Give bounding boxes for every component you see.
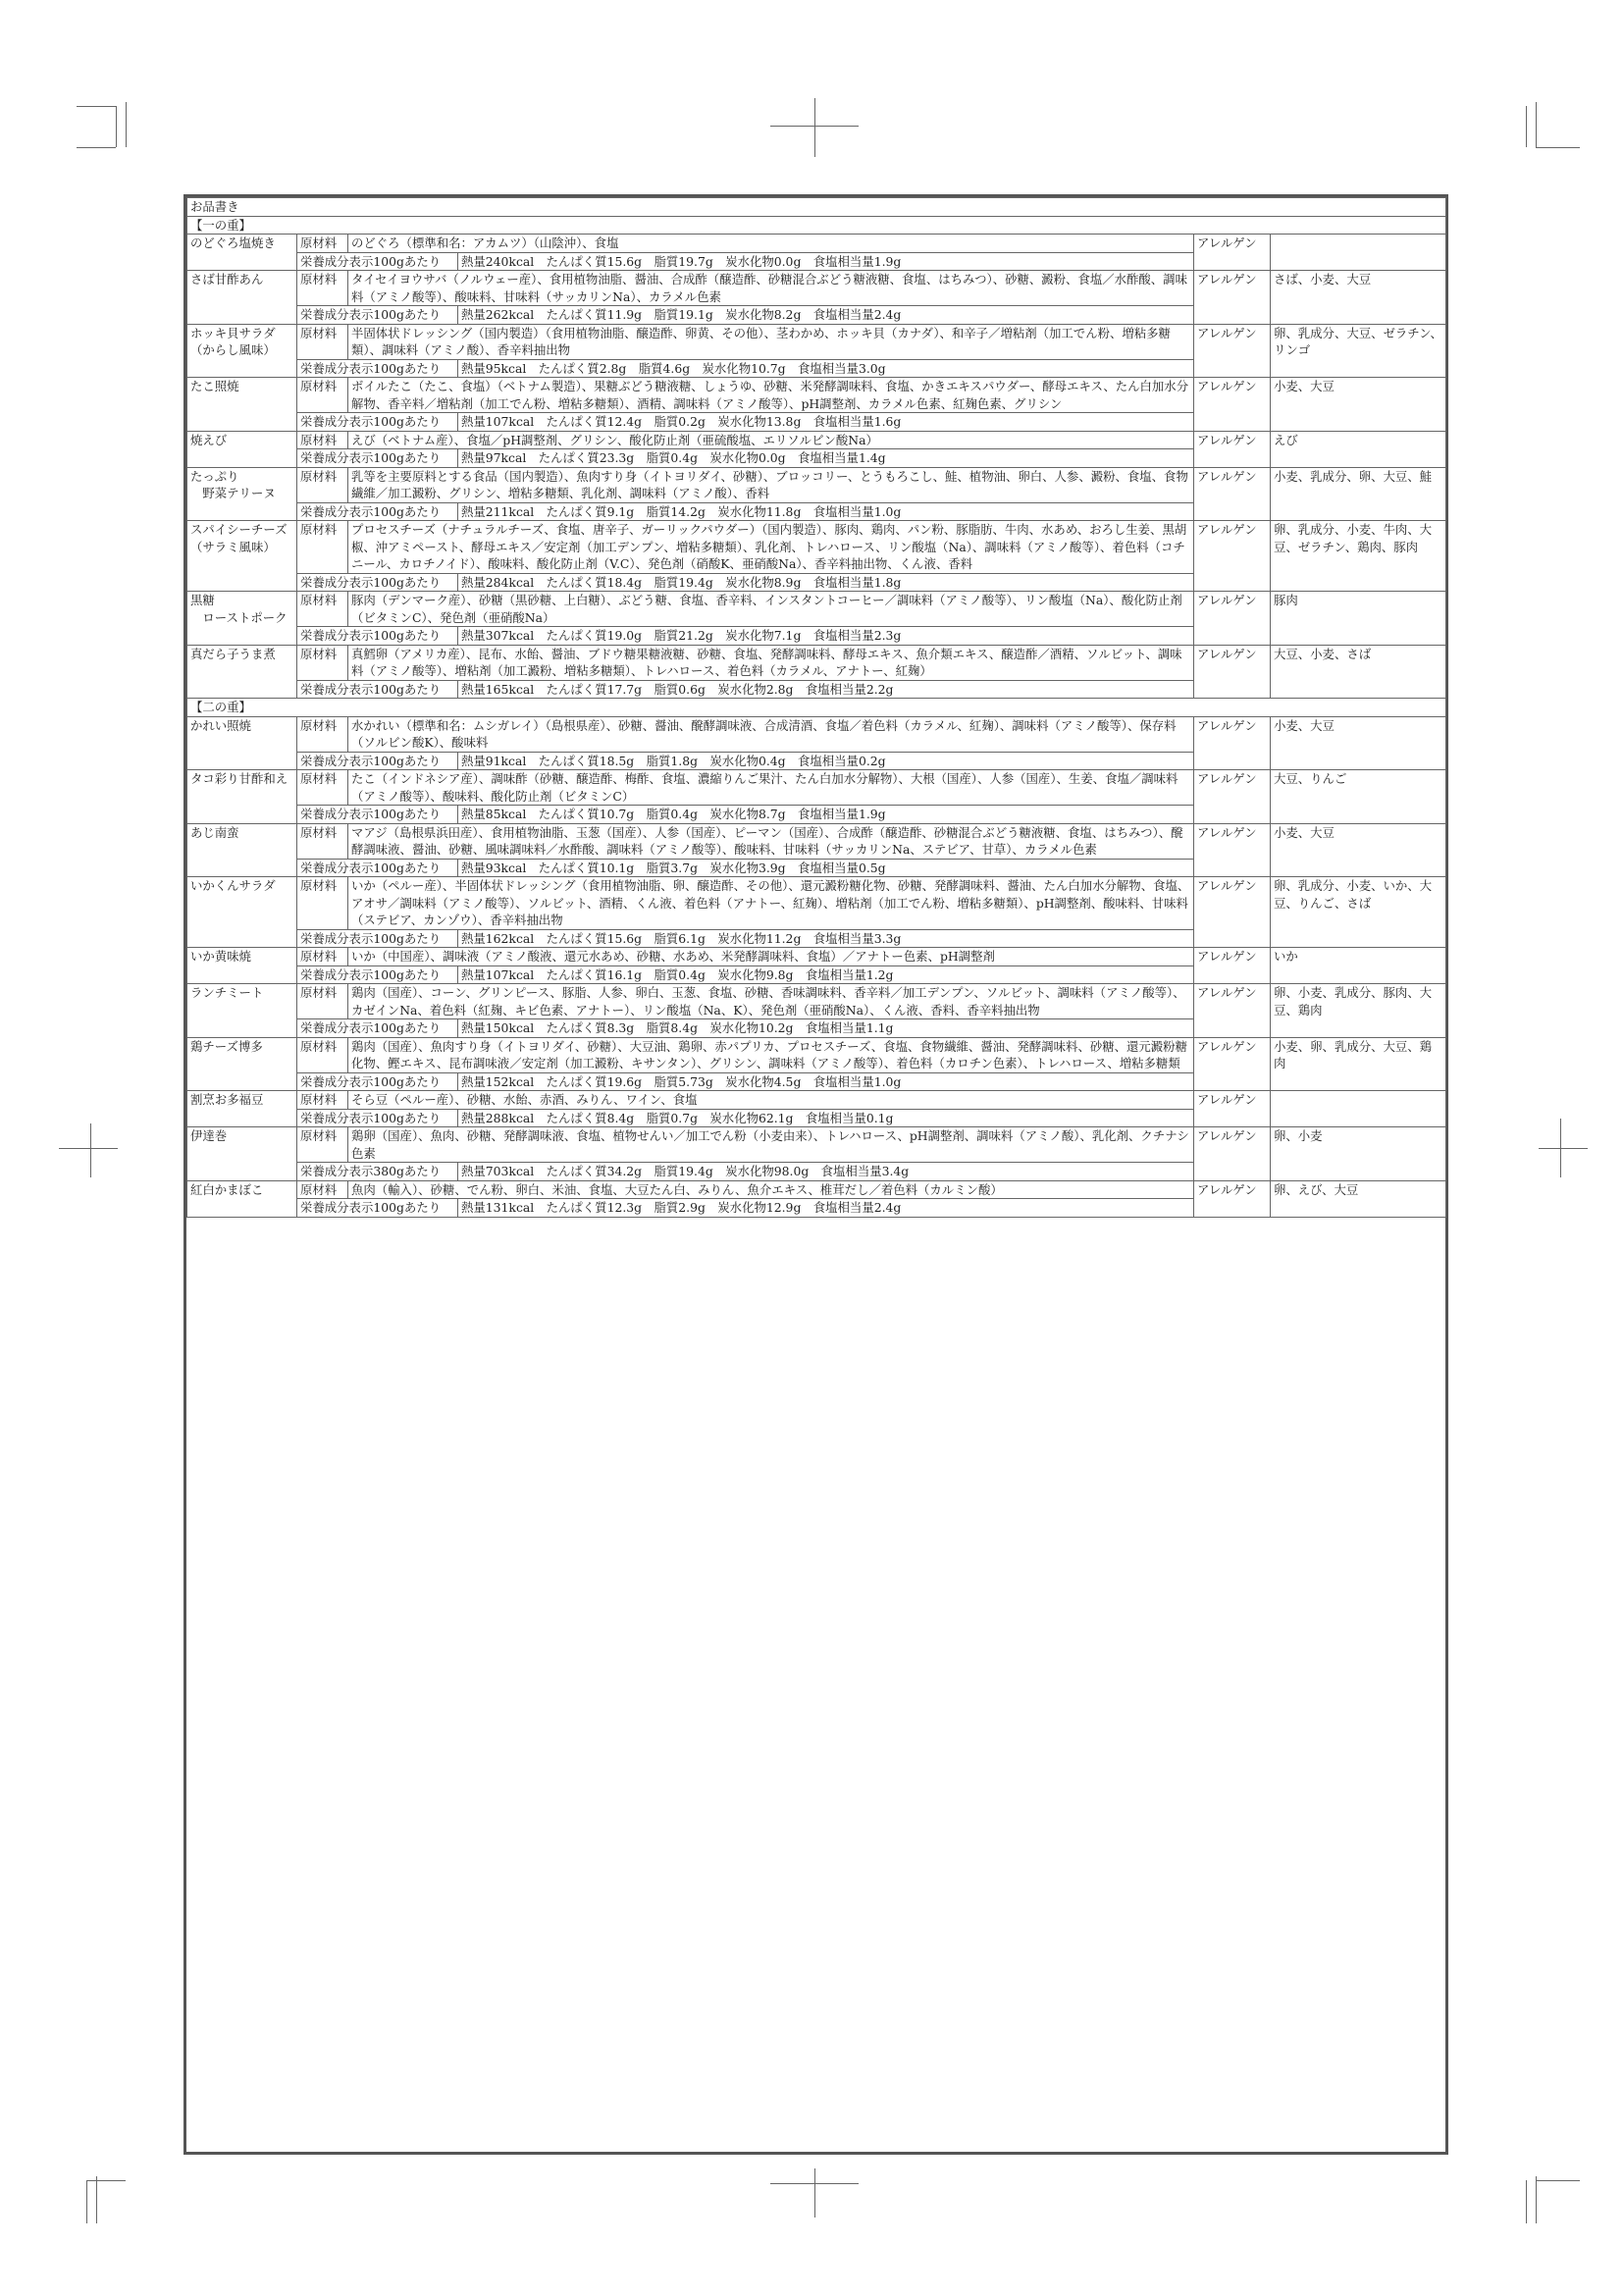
item-name: 伊達巻	[187, 1127, 297, 1181]
item-allergens: さば、小麦、大豆	[1271, 271, 1446, 325]
item-allergens: 豚肉	[1271, 592, 1446, 646]
item-nutrition: 熱量150kcal たんぱく質8.3g 脂質8.4g 炭水化物10.2g 食塩相当量1.1g	[458, 1019, 1194, 1038]
nutrition-basis: 栄養成分表示100gあたり	[297, 627, 458, 646]
item-ingredients: マアジ（島根県浜田産）、食用植物油脂、玉葱（国産）、人参（国産）、ピーマン（国産）、合成酢（醸造酢、砂糖混合ぶどう糖液糖、食塩、はちみつ）、醗酵調味液、醤油、砂糖、風味調味料／水酢酸、調味料（アミノ酸等）、酸味料、甘味料（サッカリンNa、ステビア、甘草）、カラメル色素	[348, 823, 1194, 859]
item-name: 焼えび	[187, 431, 297, 467]
section-heading: 【二の重】	[187, 699, 1446, 717]
nutrition-basis: 栄養成分表示100gあたり	[297, 680, 458, 699]
item-name: かれい照焼	[187, 716, 297, 770]
allergen-label: アレルゲン	[1194, 716, 1271, 770]
allergen-label: アレルゲン	[1194, 877, 1271, 948]
item-allergens: いか	[1271, 948, 1446, 984]
menu-item-row	[187, 378, 1446, 413]
item-name: ホッキ貝サラダ （からし風味）	[187, 324, 297, 378]
menu-item-row	[187, 770, 1446, 806]
menu-item-row	[187, 948, 1446, 966]
item-allergens: 小麦、大豆	[1271, 378, 1446, 432]
ingredients-label: 原材料	[297, 271, 348, 306]
item-name: いかくんサラダ	[187, 877, 297, 948]
page-title: お品書き	[187, 198, 1446, 217]
ingredients-label: 原材料	[297, 823, 348, 859]
ingredients-label: 原材料	[297, 521, 348, 574]
menu-item-row	[187, 235, 1446, 253]
nutrition-basis: 栄養成分表示100gあたり	[297, 1072, 458, 1091]
nutrition-basis: 栄養成分表示100gあたり	[297, 859, 458, 877]
menu-item-row	[187, 716, 1446, 752]
item-allergens: 小麦、乳成分、卵、大豆、鮭	[1271, 467, 1446, 521]
item-ingredients: たこ（インドネシア産）、調味酢（砂糖、醸造酢、梅酢、食塩、濃縮りんご果汁、たん白加水分解物）、大根（国産）、人参（国産）、生姜、食塩／調味料（アミノ酸等）、酸味料、酸化防止剤（ビタミンC）	[348, 770, 1194, 806]
item-ingredients: 鶏肉（国産）、コーン、グリンピース、豚脂、人参、卵白、玉葱、食塩、砂糖、香味調味料、香辛料／加工デンプン、ソルビット、調味料（アミノ酸等）、カゼインNa、着色料（紅麹、キビ色素、アナトー）、リン酸塩（Na、K）、発色剤（亜硝酸Na）、くん液、香料、香辛料抽出物	[348, 984, 1194, 1019]
item-name: 鶏チーズ博多	[187, 1037, 297, 1091]
allergen-label: アレルゲン	[1194, 521, 1271, 592]
nutrition-basis: 栄養成分表示100gあたり	[297, 413, 458, 432]
item-allergens: 卵、小麦、乳成分、豚肉、大豆、鶏肉	[1271, 984, 1446, 1038]
item-nutrition: 熱量211kcal たんぱく質9.1g 脂質14.2g 炭水化物11.8g 食塩相当量1.0g	[458, 502, 1194, 521]
item-allergens: 大豆、りんご	[1271, 770, 1446, 824]
item-name: 紅白かまぼこ	[187, 1180, 297, 1217]
ingredients-label: 原材料	[297, 948, 348, 966]
allergen-label: アレルゲン	[1194, 984, 1271, 1038]
item-name: いか黄味焼	[187, 948, 297, 984]
ingredients-label: 原材料	[297, 984, 348, 1019]
item-allergens: えび	[1271, 431, 1446, 467]
item-allergens: 卵、小麦	[1271, 1127, 1446, 1181]
item-nutrition: 熱量107kcal たんぱく質16.1g 脂質0.4g 炭水化物9.8g 食塩相当量1.2g	[458, 965, 1194, 984]
menu-item-row	[187, 521, 1446, 574]
item-name: たっぷり 野菜テリーヌ	[187, 467, 297, 521]
allergen-label: アレルゲン	[1194, 271, 1271, 325]
ingredients-label: 原材料	[297, 1180, 348, 1199]
item-nutrition: 熱量284kcal たんぱく質18.4g 脂質19.4g 炭水化物8.9g 食塩相当量1.8g	[458, 573, 1194, 592]
item-nutrition: 熱量93kcal たんぱく質10.1g 脂質3.7g 炭水化物3.9g 食塩相当量0.5g	[458, 859, 1194, 877]
item-ingredients: 豚肉（デンマーク産）、砂糖（黒砂糖、上白糖）、ぶどう糖、食塩、香辛料、インスタントコーヒー／調味料（アミノ酸等）、リン酸塩（Na）、酸化防止剤（ビタミンC）、発色剤（亜硝酸Na）	[348, 592, 1194, 627]
item-nutrition: 熱量162kcal たんぱく質15.6g 脂質6.1g 炭水化物11.2g 食塩相当量3.3g	[458, 929, 1194, 948]
nutrition-basis: 栄養成分表示100gあたり	[297, 929, 458, 948]
item-ingredients: タイセイヨウサバ（ノルウェー産）、食用植物油脂、醤油、合成酢（醸造酢、砂糖混合ぶどう糖液糖、食塩、はちみつ）、砂糖、澱粉、食塩／水酢酸、調味料（アミノ酸等）、酸味料、甘味料（サッカリンNa）、カラメル色素	[348, 271, 1194, 306]
item-ingredients: 鶏卵（国産）、魚肉、砂糖、発酵調味液、食塩、植物せんい／加工でん粉（小麦由来）、トレハロース、pH調整剤、調味料（アミノ酸）、乳化剤、クチナシ色素	[348, 1127, 1194, 1163]
allergen-label: アレルゲン	[1194, 948, 1271, 984]
allergen-label: アレルゲン	[1194, 1037, 1271, 1091]
allergen-label: アレルゲン	[1194, 645, 1271, 699]
nutrition-basis: 栄養成分表示100gあたり	[297, 359, 458, 378]
nutrition-basis: 栄養成分表示100gあたり	[297, 502, 458, 521]
ingredients-label: 原材料	[297, 467, 348, 502]
item-allergens: 卵、えび、大豆	[1271, 1180, 1446, 1217]
allergen-label: アレルゲン	[1194, 823, 1271, 877]
item-allergens: 小麦、卵、乳成分、大豆、鶏肉	[1271, 1037, 1446, 1091]
item-name: 割烹お多福豆	[187, 1091, 297, 1127]
nutrition-basis: 栄養成分表示100gあたり	[297, 449, 458, 468]
item-ingredients: のどぐろ（標準和名：アカムツ）（山陰沖）、食塩	[348, 235, 1194, 253]
menu-item-row	[187, 1127, 1446, 1163]
item-allergens: 卵、乳成分、小麦、いか、大豆、りんご、さば	[1271, 877, 1446, 948]
allergen-label: アレルゲン	[1194, 324, 1271, 378]
item-ingredients: プロセスチーズ（ナチュラルチーズ、食塩、唐辛子、ガーリックパウダー）（国内製造）、豚肉、鶏肉、パン粉、豚脂肪、牛肉、水あめ、おろし生姜、黒胡椒、沖アミペースト、酵母エキス／安定剤（加工デンプン、増粘多糖類）、乳化剤、トレハロース、リン酸塩（Na）、調味料（アミノ酸等）、着色料（コチニール、カロチノイド）、酸味料、酸化防止剤（V.C）、発色剤（硝酸K、亜硝酸Na）、香辛料抽出物、くん液、香料	[348, 521, 1194, 574]
menu-item-row	[187, 467, 1446, 502]
ingredients-label: 原材料	[297, 592, 348, 627]
item-allergens: 小麦、大豆	[1271, 716, 1446, 770]
item-nutrition: 熱量97kcal たんぱく質23.3g 脂質0.4g 炭水化物0.0g 食塩相当量1.4g	[458, 449, 1194, 468]
item-allergens: 卵、乳成分、大豆、ゼラチン、リンゴ	[1271, 324, 1446, 378]
ingredients-label: 原材料	[297, 431, 348, 449]
item-name: たこ照焼	[187, 378, 297, 432]
nutrition-basis: 栄養成分表示380gあたり	[297, 1163, 458, 1181]
ingredients-label: 原材料	[297, 716, 348, 752]
item-ingredients: 半固体状ドレッシング（国内製造）（食用植物油脂、醸造酢、卵黄、その他）、茎わかめ、ホッキ貝（カナダ）、和辛子／増粘剤（加工でん粉、増粘多糖類）、調味料（アミノ酸）、香辛料抽出物	[348, 324, 1194, 359]
item-ingredients: ボイルたこ（たこ、食塩）（ベトナム製造）、果糖ぶどう糖液糖、しょうゆ、砂糖、米発酵調味料、食塩、かきエキスパウダー、酵母エキス、たん白加水分解物、香辛料／増粘剤（加工でん粉、増粘多糖類）、酒精、調味料（アミノ酸等）、pH調整剤、カラメル色素、紅麹色素、グリシン	[348, 378, 1194, 413]
allergen-label: アレルゲン	[1194, 1180, 1271, 1217]
allergen-label: アレルゲン	[1194, 592, 1271, 646]
item-allergens: 卵、乳成分、小麦、牛肉、大豆、ゼラチン、鶏肉、豚肉	[1271, 521, 1446, 592]
item-allergens: 小麦、大豆	[1271, 823, 1446, 877]
ingredients-label: 原材料	[297, 645, 348, 680]
item-nutrition: 熱量152kcal たんぱく質19.6g 脂質5.73g 炭水化物4.5g 食塩相当量1.0g	[458, 1072, 1194, 1091]
menu-item-row	[187, 324, 1446, 359]
section-heading: 【一の重】	[187, 216, 1446, 235]
item-name: さば甘酢あん	[187, 271, 297, 325]
nutrition-basis: 栄養成分表示100gあたり	[297, 1019, 458, 1038]
allergen-label: アレルゲン	[1194, 770, 1271, 824]
item-allergens	[1271, 235, 1446, 271]
item-ingredients: えび（ベトナム産）、食塩／pH調整剤、グリシン、酸化防止剤（亜硫酸塩、エリソルビン酸Na）	[348, 431, 1194, 449]
menu-item-row	[187, 592, 1446, 627]
item-name: ランチミート	[187, 984, 297, 1038]
ingredients-label: 原材料	[297, 378, 348, 413]
ingredients-label: 原材料	[297, 877, 348, 930]
item-nutrition: 熱量307kcal たんぱく質19.0g 脂質21.2g 炭水化物7.1g 食塩相当量2.3g	[458, 627, 1194, 646]
item-name: タコ彩り甘酢和え	[187, 770, 297, 824]
allergen-label: アレルゲン	[1194, 378, 1271, 432]
item-name: あじ南蛮	[187, 823, 297, 877]
item-name: スパイシーチーズ （サラミ風味）	[187, 521, 297, 592]
item-nutrition: 熱量165kcal たんぱく質17.7g 脂質0.6g 炭水化物2.8g 食塩相当量2.2g	[458, 680, 1194, 699]
allergen-label: アレルゲン	[1194, 467, 1271, 521]
menu-item-row	[187, 1091, 1446, 1110]
item-ingredients: 真鱈卵（アメリカ産）、昆布、水飴、醤油、ブドウ糖果糖液糖、砂糖、食塩、発酵調味料、酵母エキス、魚介類エキス、醸造酢／酒精、ソルビット、調味料（アミノ酸等）、増粘剤（加工澱粉、増粘多糖類）、トレハロース、着色料（カラメル、アナトー、紅麹）	[348, 645, 1194, 680]
item-allergens: 大豆、小麦、さば	[1271, 645, 1446, 699]
nutrition-basis: 栄養成分表示100gあたり	[297, 965, 458, 984]
nutrition-basis: 栄養成分表示100gあたり	[297, 1109, 458, 1127]
ingredients-label: 原材料	[297, 1091, 348, 1110]
nutrition-basis: 栄養成分表示100gあたり	[297, 806, 458, 824]
nutrition-basis: 栄養成分表示100gあたり	[297, 573, 458, 592]
item-name: のどぐろ塩焼き	[187, 235, 297, 271]
ingredients-label: 原材料	[297, 1037, 348, 1072]
allergen-label: アレルゲン	[1194, 1091, 1271, 1127]
item-name: 黒糖 ローストポーク	[187, 592, 297, 646]
item-nutrition: 熱量85kcal たんぱく質10.7g 脂質0.4g 炭水化物8.7g 食塩相当量1.9g	[458, 806, 1194, 824]
menu-item-row	[187, 271, 1446, 306]
ingredients-label: 原材料	[297, 324, 348, 359]
item-nutrition: 熱量107kcal たんぱく質12.4g 脂質0.2g 炭水化物13.8g 食塩相当量1.6g	[458, 413, 1194, 432]
menu-table	[186, 197, 1446, 1218]
item-nutrition: 熱量240kcal たんぱく質15.6g 脂質19.7g 炭水化物0.0g 食塩相当量1.9g	[458, 252, 1194, 271]
ingredients-label: 原材料	[297, 235, 348, 253]
item-nutrition: 熱量91kcal たんぱく質18.5g 脂質1.8g 炭水化物0.4g 食塩相当量0.2g	[458, 752, 1194, 770]
nutrition-basis: 栄養成分表示100gあたり	[297, 1199, 458, 1218]
menu-item-row	[187, 823, 1446, 859]
item-ingredients: 魚肉（輸入）、砂糖、でん粉、卵白、米油、食塩、大豆たん白、みりん、魚介エキス、椎茸だし／着色料（カルミン酸）	[348, 1180, 1194, 1199]
ingredients-label: 原材料	[297, 770, 348, 806]
allergen-label: アレルゲン	[1194, 235, 1271, 271]
menu-item-row	[187, 1180, 1446, 1199]
item-ingredients: 乳等を主要原料とする食品（国内製造）、魚肉すり身（イトヨリダイ、砂糖）、ブロッコリー、とうもろこし、鮭、植物油、卵白、人参、澱粉、食塩、食物繊維／加工澱粉、グリシン、増粘多糖類、乳化剤、調味料（アミノ酸）、香料	[348, 467, 1194, 502]
menu-item-row	[187, 877, 1446, 930]
item-allergens	[1271, 1091, 1446, 1127]
allergen-label: アレルゲン	[1194, 1127, 1271, 1181]
ingredients-label: 原材料	[297, 1127, 348, 1163]
item-name: 真だら子うま煮	[187, 645, 297, 699]
allergen-label: アレルゲン	[1194, 431, 1271, 467]
menu-frame	[183, 194, 1448, 2155]
item-ingredients: 鶏肉（国産）、魚肉すり身（イトヨリダイ、砂糖）、大豆油、鶏卵、赤パプリカ、プロセスチーズ、食塩、食物繊維、醤油、発酵調味料、砂糖、還元澱粉糖化物、鰹エキス、昆布調味液／安定剤（加工澱粉、キサンタン）、グリシン、調味料（アミノ酸等）、着色料（カロチン色素）、トレハロース、増粘多糖類	[348, 1037, 1194, 1072]
menu-item-row	[187, 431, 1446, 449]
menu-item-row	[187, 984, 1446, 1019]
menu-item-row	[187, 645, 1446, 680]
item-ingredients: そら豆（ペルー産）、砂糖、水飴、赤酒、みりん、ワイン、食塩	[348, 1091, 1194, 1110]
nutrition-basis: 栄養成分表示100gあたり	[297, 252, 458, 271]
item-ingredients: いか（中国産）、調味液（アミノ酸液、還元水あめ、砂糖、水あめ、米発酵調味料、食塩）／アナトー色素、pH調整剤	[348, 948, 1194, 966]
nutrition-basis: 栄養成分表示100gあたり	[297, 306, 458, 325]
item-nutrition: 熱量288kcal たんぱく質8.4g 脂質0.7g 炭水化物62.1g 食塩相当量0.1g	[458, 1109, 1194, 1127]
item-nutrition: 熱量703kcal たんぱく質34.2g 脂質19.4g 炭水化物98.0g 食塩相当量3.4g	[458, 1163, 1194, 1181]
item-nutrition: 熱量131kcal たんぱく質12.3g 脂質2.9g 炭水化物12.9g 食塩相当量2.4g	[458, 1199, 1194, 1218]
nutrition-basis: 栄養成分表示100gあたり	[297, 752, 458, 770]
menu-item-row	[187, 1037, 1446, 1072]
item-ingredients: いか（ペルー産）、半固体状ドレッシング（食用植物油脂、卵、醸造酢、その他）、還元澱粉糖化物、砂糖、発酵調味料、醤油、たん白加水分解物、食塩、アオサ／調味料（アミノ酸等）、ソルビット、酒精、くん液、着色料（アナトー、紅麹）、増粘剤（加工でん粉、増粘多糖類）、pH調整剤、酸味料、甘味料（ステビア、カンゾウ）、香辛料抽出物	[348, 877, 1194, 930]
item-ingredients: 水かれい（標準和名：ムシガレイ）（島根県産）、砂糖、醤油、醗酵調味液、合成清酒、食塩／着色料（カラメル、紅麹）、調味料（アミノ酸等）、保存料（ソルビン酸K）、酸味料	[348, 716, 1194, 752]
item-nutrition: 熱量262kcal たんぱく質11.9g 脂質19.1g 炭水化物8.2g 食塩相当量2.4g	[458, 306, 1194, 325]
item-nutrition: 熱量95kcal たんぱく質2.8g 脂質4.6g 炭水化物10.7g 食塩相当量3.0g	[458, 359, 1194, 378]
